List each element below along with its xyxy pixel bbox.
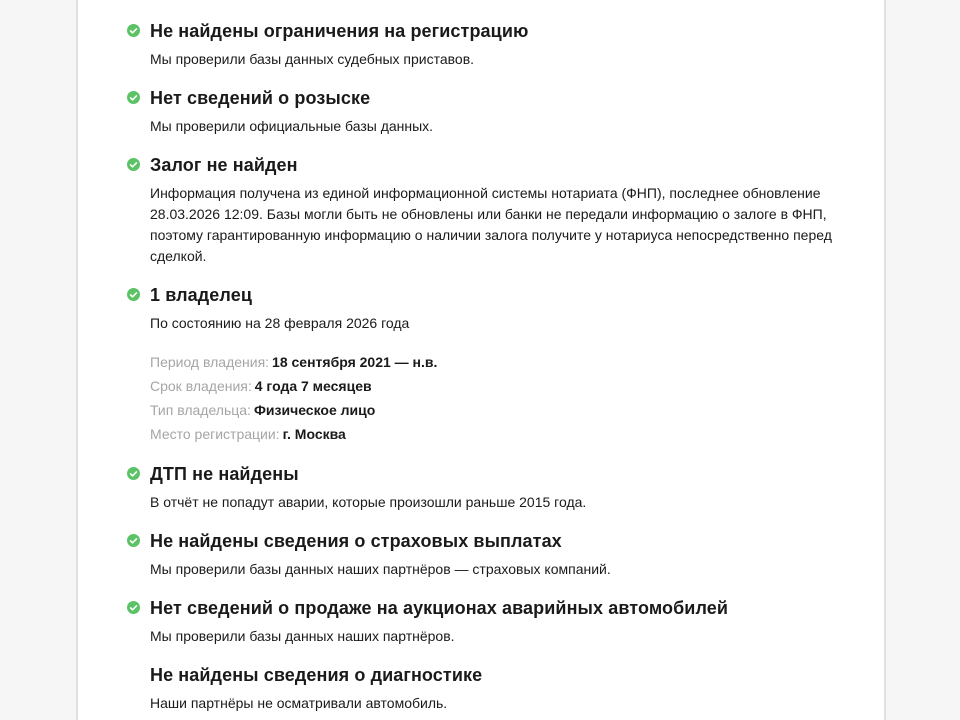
check-section-wanted: [150, 87, 858, 137]
detail-row-ownership-period: [150, 350, 858, 374]
detail-row-owner-type: [150, 398, 858, 422]
check-section-insurance-payouts: [150, 530, 858, 580]
check-section-diagnostics: [150, 664, 858, 714]
check-circle-icon: [127, 601, 140, 614]
check-section-pledge: [150, 154, 858, 267]
detail-label: Место регистрации:: [150, 426, 280, 442]
check-title: Залог не найден: [150, 155, 298, 175]
detail-label: Срок владения:: [150, 378, 252, 394]
detail-label: Период владения:: [150, 354, 270, 370]
check-description: Мы проверили базы данных судебных приставов.: [150, 51, 475, 67]
report-card: [76, 0, 886, 720]
check-title: Нет сведений о продаже на аукционах аварийных автомобилей: [150, 598, 729, 618]
check-title: 1 владелец: [150, 285, 252, 305]
check-title: Не найдены ограничения на регистрацию: [150, 21, 529, 41]
owner-details: [150, 350, 858, 446]
check-circle-icon: [127, 158, 140, 171]
check-title: Не найдены сведения о страховых выплатах: [150, 531, 562, 551]
detail-row-registration-place: [150, 422, 858, 446]
check-description: Мы проверили базы данных наших партнёров.: [150, 628, 455, 644]
check-section-auctions: [150, 597, 858, 647]
check-title: Не найдены сведения о диагностике: [150, 665, 483, 685]
check-description: Мы проверили официальные базы данных.: [150, 118, 434, 134]
detail-value: г. Москва: [282, 426, 346, 442]
check-section-accidents: [150, 463, 858, 513]
detail-value: 4 года 7 месяцев: [254, 378, 372, 394]
check-description: Информация получена из единой информационной системы нотариата (ФНП), последнее обновление 28.03.2026 12:09. Базы могли быть не обновлены или банки не передали информацию о залоге в ФНП, поэтому гарантированную информацию о наличии залога получите у нотариуса непосредственно перед сделкой.: [150, 185, 832, 264]
check-description: По состоянию на 28 февраля 2026 года: [150, 315, 410, 331]
check-title: ДТП не найдены: [150, 464, 299, 484]
detail-row-ownership-duration: [150, 374, 858, 398]
detail-label: Тип владельца:: [150, 402, 251, 418]
check-circle-icon: [127, 288, 140, 301]
check-section-owners: [150, 284, 858, 446]
check-circle-icon: [127, 534, 140, 547]
check-description: В отчёт не попадут аварии, которые произошли раньше 2015 года.: [150, 494, 587, 510]
check-circle-icon: [127, 24, 140, 37]
check-title: Нет сведений о розыске: [150, 88, 371, 108]
check-section-registration: [150, 20, 858, 70]
check-description: Мы проверили базы данных наших партнёров — страховых компаний.: [150, 561, 611, 577]
detail-value: 18 сентября 2021 — н.в.: [272, 354, 438, 370]
detail-value: Физическое лицо: [253, 402, 376, 418]
check-description: Наши партнёры не осматривали автомобиль.: [150, 695, 448, 711]
check-circle-icon: [127, 467, 140, 480]
check-circle-icon: [127, 91, 140, 104]
